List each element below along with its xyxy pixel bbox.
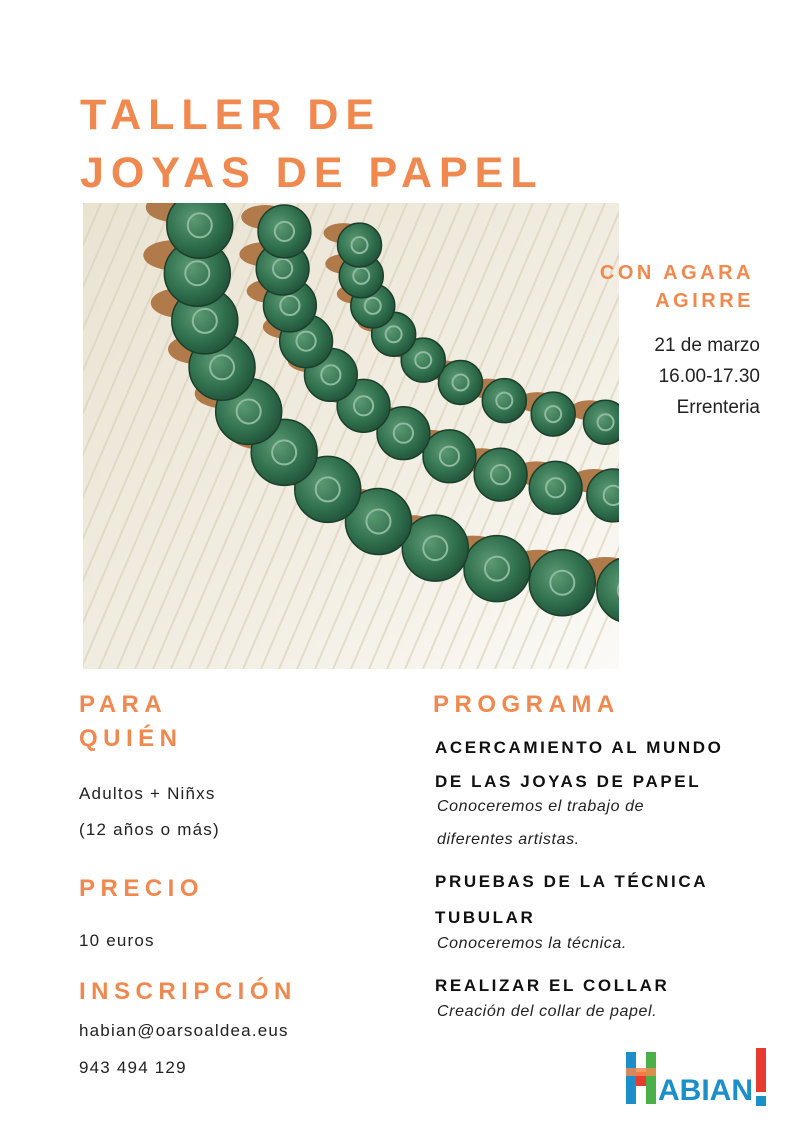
necklace-photo xyxy=(83,203,619,669)
paper-bead xyxy=(402,515,468,581)
title-line-1: TALLER DE xyxy=(80,91,382,139)
audience-line-2: (12 años o más) xyxy=(79,820,220,839)
program-item-1-title-line-1: ACERCAMIENTO AL MUNDO xyxy=(435,738,724,757)
program-item-2-desc: Conoceremos la técnica. xyxy=(437,935,627,952)
event-place: Errenteria xyxy=(676,397,760,418)
program-item-1-desc-line-1: Conoceremos el trabajo de xyxy=(437,798,645,815)
contact-phone[interactable]: 943 494 129 xyxy=(79,1058,187,1077)
habian-logo xyxy=(624,1046,774,1114)
paper-bead xyxy=(464,536,530,602)
paper-bead xyxy=(529,550,595,616)
para-quien-heading-line-2: QUIÉN xyxy=(79,725,183,752)
paper-bead xyxy=(474,448,527,501)
audience xyxy=(79,776,220,848)
paper-bead xyxy=(531,392,575,436)
event-details xyxy=(654,330,760,423)
host-line-2: AGIRRE xyxy=(655,290,754,312)
precio-heading: PRECIO xyxy=(79,875,205,902)
paper-bead xyxy=(482,379,526,423)
event-date: 21 de marzo xyxy=(654,335,760,356)
program-item-1-title-line-2: DE LAS JOYAS DE PAPEL xyxy=(435,772,702,791)
programa-heading: PROGRAMA xyxy=(433,691,620,718)
audience-line-1: Adultos + Niñxs xyxy=(79,784,216,803)
contact-email[interactable]: habian@oarsoaldea.eus xyxy=(79,1021,289,1040)
program-item-1-desc-line-2: diferentes artistas. xyxy=(437,831,580,848)
para-quien-heading xyxy=(79,688,183,756)
program-item-2-title-line-1: PRUEBAS DE LA TÉCNICA xyxy=(435,872,709,891)
paper-bead xyxy=(529,461,582,514)
program-item-2-title-line-2: TUBULAR xyxy=(435,908,536,927)
program-item-3-desc: Creación del collar de papel. xyxy=(437,1003,658,1020)
paper-bead xyxy=(439,360,483,404)
event-time: 16.00-17.30 xyxy=(658,366,760,387)
host-name xyxy=(600,259,754,315)
program-item-3-title: REALIZAR EL COLLAR xyxy=(435,976,670,995)
inscripcion-heading: INSCRIPCIÓN xyxy=(79,978,297,1005)
price-value: 10 euros xyxy=(79,931,155,950)
paper-bead xyxy=(338,223,382,267)
title-line-2: JOYAS DE PAPEL xyxy=(80,149,544,197)
logo-text: ABIAN xyxy=(658,1074,753,1107)
page-title xyxy=(80,86,544,202)
para-quien-heading-line-1: PARA xyxy=(79,691,168,718)
host-line-1: CON AGARA xyxy=(599,262,754,284)
paper-bead xyxy=(423,430,476,483)
paper-bead xyxy=(258,205,311,258)
